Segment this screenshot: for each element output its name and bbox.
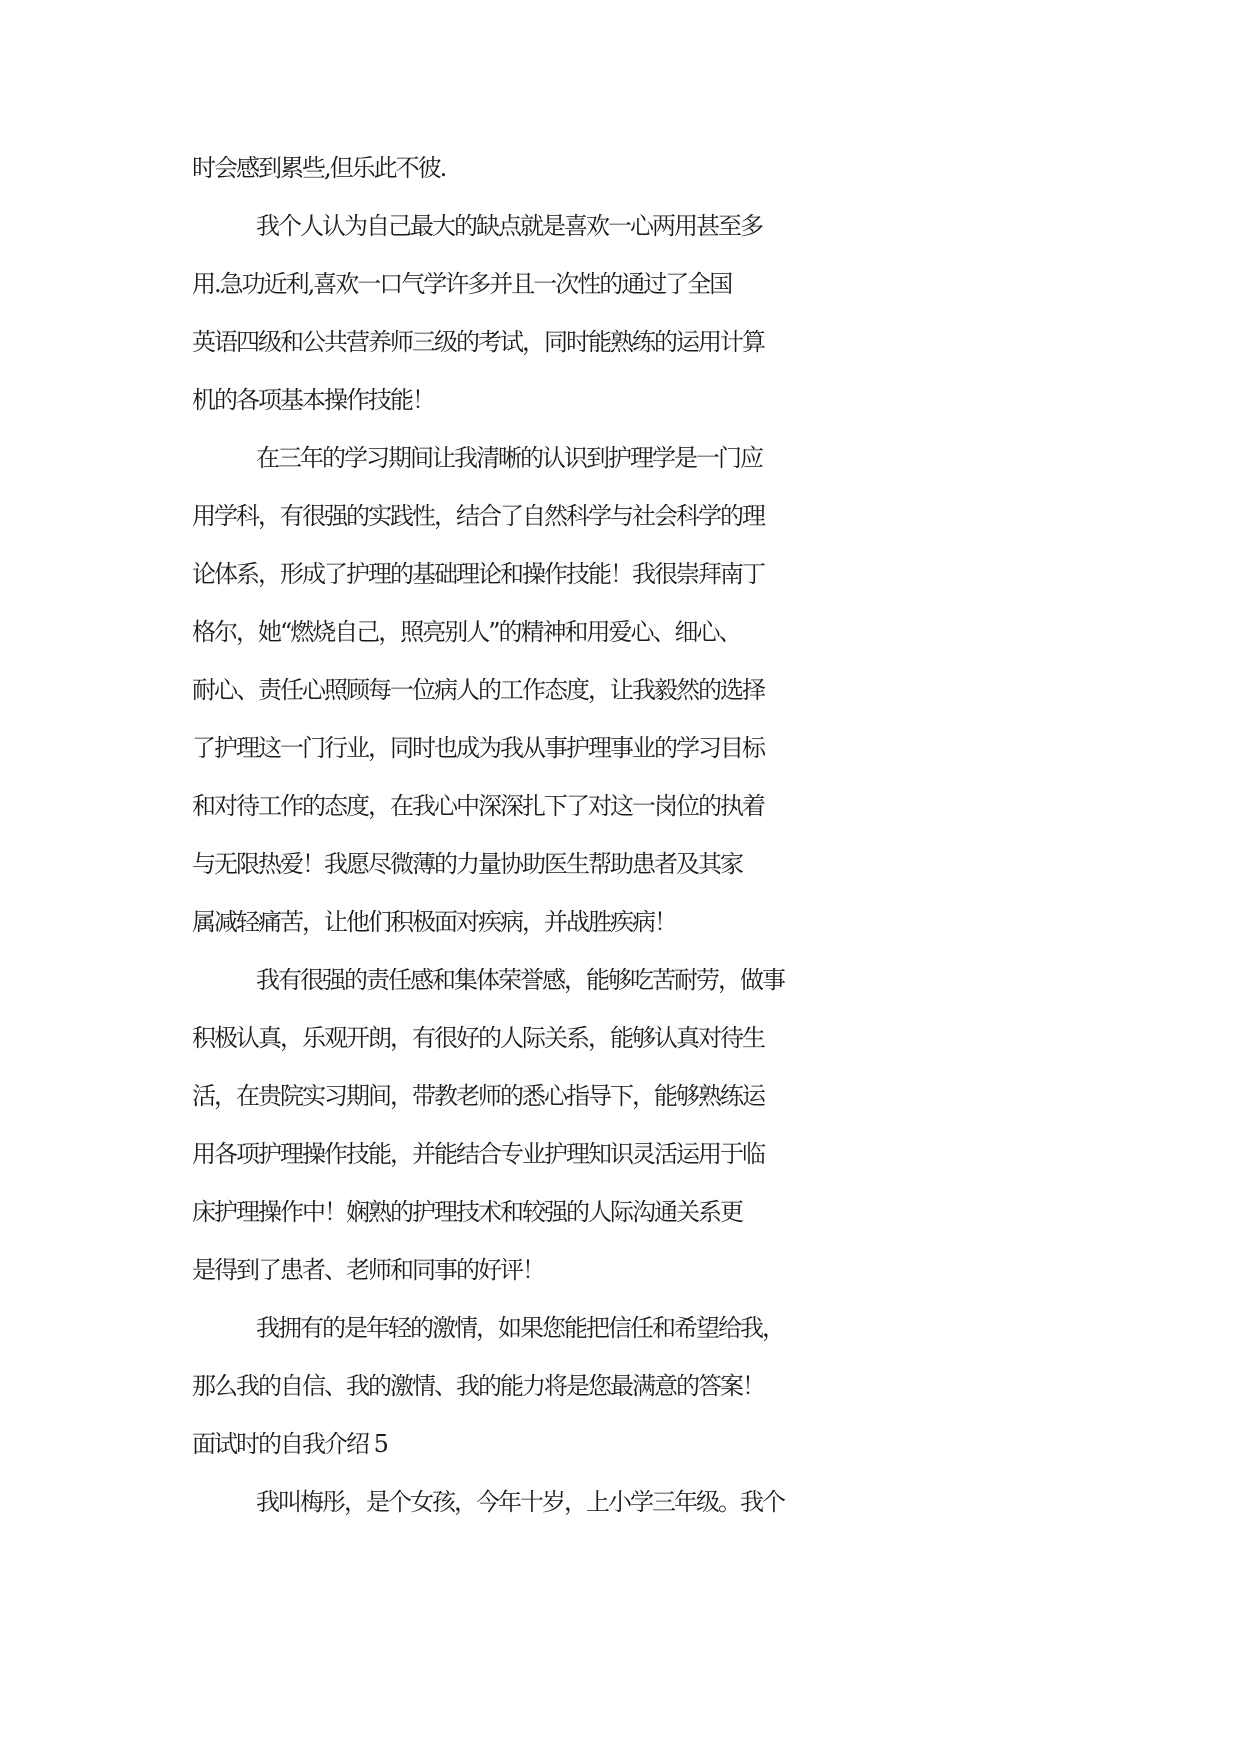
- text-line: 属减轻痛苦，让他们积极面对疾病，并战胜疾病！: [192, 908, 676, 936]
- text-line: 论体系，形成了护理的基础理论和操作技能！我很崇拜南丁: [192, 560, 764, 588]
- text-line: 机的各项基本操作技能！: [192, 386, 434, 414]
- text-line: 与无限热爱！我愿尽微薄的力量协助医生帮助患者及其家: [192, 850, 742, 878]
- paragraph-first-line: 在三年的学习期间让我清晰的认识到护理学是一门应: [256, 444, 762, 472]
- text-line: 时会感到累些,但乐此不彼.: [192, 154, 446, 182]
- text-line: 积极认真，乐观开朗，有很好的人际关系，能够认真对待生: [192, 1024, 764, 1052]
- text-line: 用学科，有很强的实践性，结合了自然科学与社会科学的理: [192, 502, 764, 530]
- text-line: 那么我的自信、我的激情、我的能力将是您最满意的答案！: [192, 1372, 764, 1400]
- text-line: 了护理这一门行业，同时也成为我从事护理事业的学习目标: [192, 734, 764, 762]
- text-line: 用.急功近利,喜欢一口气学许多并且一次性的通过了全国: [192, 270, 732, 298]
- text-line: 英语四级和公共营养师三级的考试，同时能熟练的运用计算: [192, 328, 764, 356]
- text-line: 耐心、责任心照顾每一位病人的工作态度，让我毅然的选择: [192, 676, 764, 704]
- paragraph-first-line: 我拥有的是年轻的激情，如果您能把信任和希望给我，: [256, 1314, 784, 1342]
- text-line: 活，在贵院实习期间，带教老师的悉心指导下，能够熟练运: [192, 1082, 764, 1110]
- paragraph-first-line: 我叫梅彤，是个女孩，今年十岁，上小学三年级。我个: [256, 1488, 784, 1516]
- text-line: 是得到了患者、老师和同事的好评！: [192, 1256, 544, 1284]
- paragraph-first-line: 我个人认为自己最大的缺点就是喜欢一心两用甚至多: [256, 212, 762, 240]
- text-line: 格尔，她“燃烧自己，照亮别人”的精神和用爱心、细心、: [192, 618, 741, 646]
- text-line: 和对待工作的态度，在我心中深深扎下了对这一岗位的执着: [192, 792, 764, 820]
- text-line: 用各项护理操作技能，并能结合专业护理知识灵活运用于临: [192, 1140, 764, 1168]
- paragraph-first-line: 我有很强的责任感和集体荣誉感，能够吃苦耐劳，做事: [256, 966, 784, 994]
- section-heading: 面试时的自我介绍 5: [192, 1430, 387, 1458]
- text-line: 床护理操作中！娴熟的护理技术和较强的人际沟通关系更: [192, 1198, 742, 1226]
